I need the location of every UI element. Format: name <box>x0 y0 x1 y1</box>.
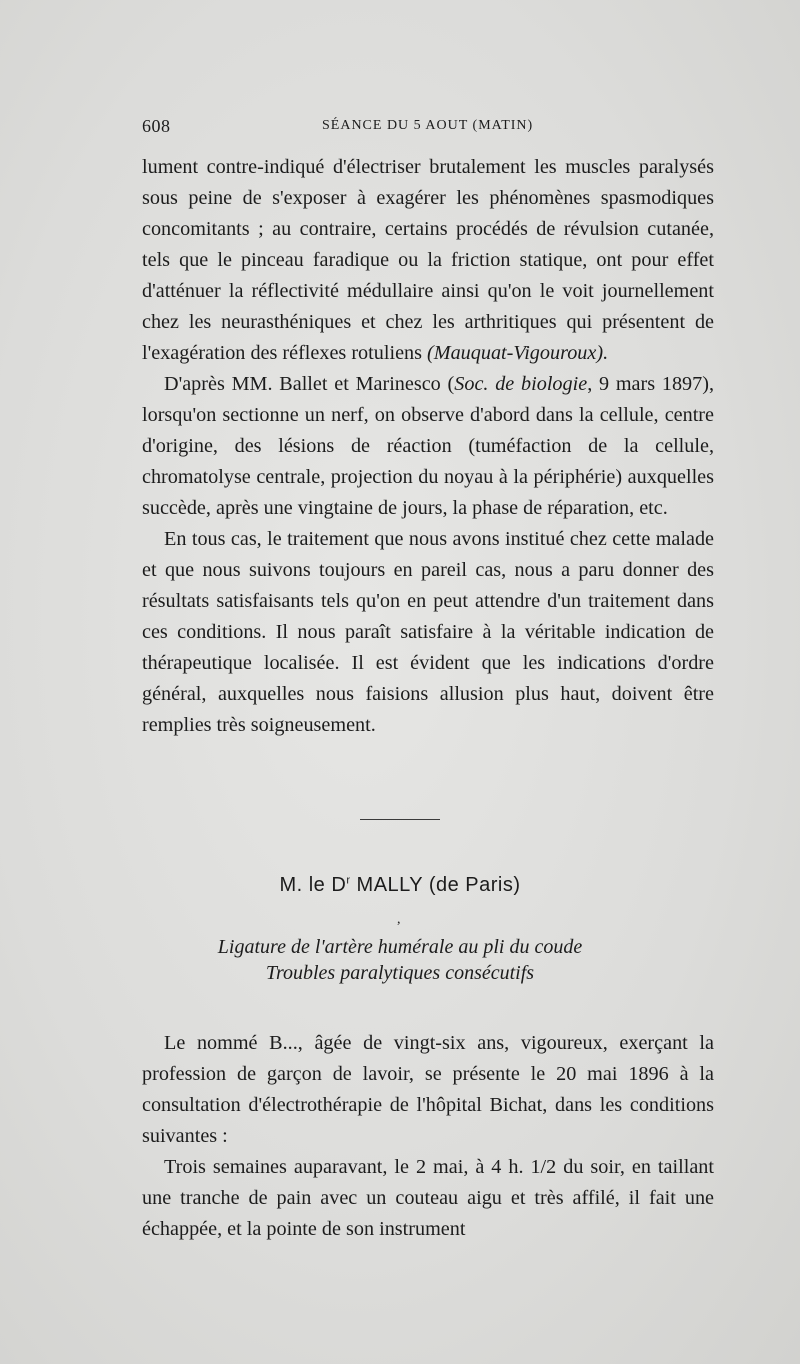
citation: Soc. de biologie <box>454 373 588 395</box>
paragraph-text: D'après MM. Ballet et Marinesco ( <box>164 373 455 395</box>
author-prefix: M. le D <box>279 874 347 896</box>
citation: (Mauquat-Vigouroux). <box>427 342 609 364</box>
section-divider <box>360 819 440 820</box>
page-header <box>142 116 714 144</box>
paragraph-treatment: En tous cas, le traitement que nous avons institué chez cette malade et que nous suivons toujours en pareil cas, nous a paru donner des résultats satisfaisants tels qu'on en peut attendre d'un traitement dans ces conditions. Il nous paraît satisfaire à la véritable indication de thérapeutique localisée. Il est évident que les indications d'ordre général, auxquelles nous faisions allusion plus haut, doivent être remplies très soigneusement. <box>142 528 714 736</box>
article-title-line-2: Troubles paralytiques consécutifs <box>265 962 535 984</box>
paragraph-text: lument contre-indiqué d'électriser brutalement les muscles paralysés sous peine de s'exposer à exagérer les phénomènes spasmodiques concomitants ; au contraire, certains procédés de révulsion cutanée, tels que le pinceau faradique ou la friction statique, ont pour effet d'atténuer la réflectivité médullaire ainsi qu'on le voit journellement chez les neurasthéniques et chez les arthritiques qui présentent de l'exagération des réflexes rotuliens <box>142 156 714 364</box>
page-number: 608 <box>142 116 171 136</box>
paragraph-continuation <box>142 152 714 369</box>
running-head: SÉANCE DU 5 AOUT (MATIN) <box>322 118 534 133</box>
article-author <box>0 874 800 897</box>
author-superscript: r <box>346 874 351 887</box>
paragraph-ballet-marinesco <box>142 369 714 524</box>
first-text-block <box>142 152 714 741</box>
second-text-block <box>142 1028 714 1245</box>
article-title-line-1: Ligature de l'artère humérale au pli du coude <box>217 936 583 958</box>
paragraph-incident: Trois semaines auparavant, le 2 mai, à 4 h. 1/2 du soir, en taillant une tranche de pain avec un couteau aigu et très affilé, il fait une échappée, et la pointe de son instrument <box>142 1156 714 1240</box>
paragraph-patient: Le nommé B..., âgée de vingt-six ans, vigoureux, exerçant la profession de garçon de lavoir, se présente le 20 mai 1896 à la consultation d'électrothérapie de l'hôpital Bichat, dans les conditions suivantes : <box>142 1032 714 1147</box>
author-name: MALLY (de Paris) <box>350 874 521 896</box>
paragraph-text: , 9 mars 1897), lorsqu'on sectionne un nerf, on observe d'abord dans la cellule, centre d'origine, des lésions de réaction (tuméfaction de la cellule, chromatolyse centrale, projection du noyau à la périphérie) auxquelles succède, après une vingtaine de jours, la phase de réparation, etc. <box>142 373 715 519</box>
print-speck: , <box>397 912 401 927</box>
